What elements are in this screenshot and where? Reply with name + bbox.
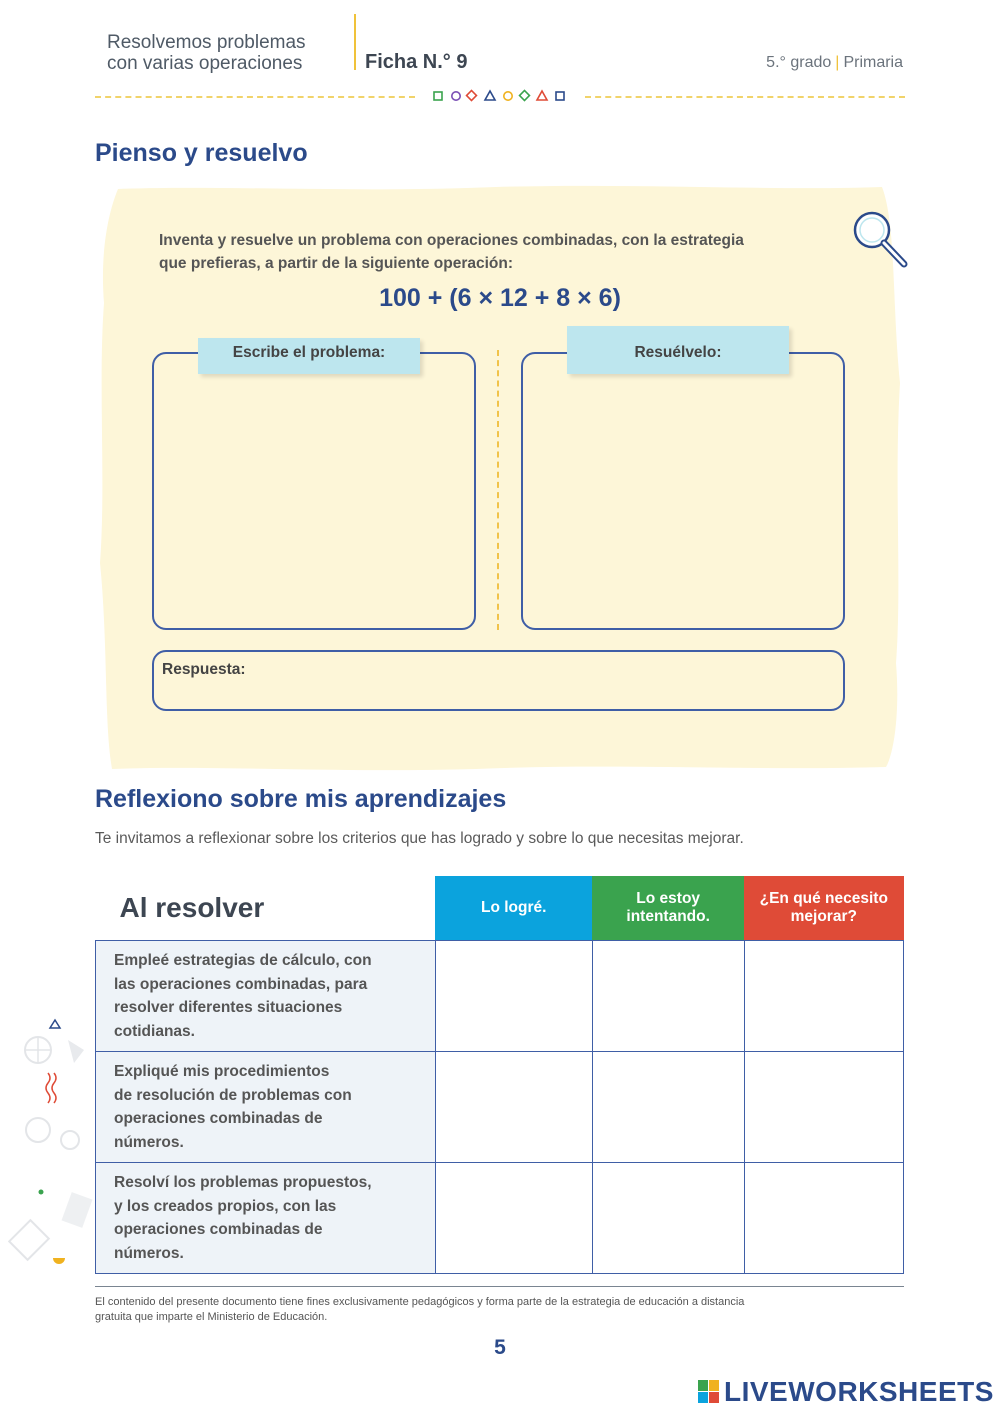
header-trying (592, 876, 744, 941)
cell-improve-1[interactable] (744, 941, 903, 1052)
cell-trying-2[interactable] (592, 1052, 744, 1163)
criterion-1 (96, 941, 436, 1052)
cell-trying-3[interactable] (592, 1163, 744, 1274)
criterion-line: operaciones combinadas de (114, 1110, 323, 1127)
level-text: Primaria (843, 54, 903, 71)
instruction-line1: Inventa y resuelve un problema con operaciones combinadas, con la estrategia (159, 232, 744, 249)
header-title (107, 32, 306, 74)
header-trying-line2: intentando. (626, 908, 710, 925)
criterion-line: Resolví los problemas propuestos, (114, 1174, 372, 1191)
header-title-line2: con varias operaciones (107, 53, 303, 74)
rubric-table (95, 876, 904, 1274)
footer-text-line1: El contenido del presente documento tiene fines exclusivamente pedagógicos y forma parte de la estrategia de educación a distancia (95, 1296, 745, 1308)
header-dashed-line-right (585, 96, 905, 98)
footer-divider (95, 1286, 904, 1287)
problem-tab-label: Escribe el problema: (232, 344, 386, 361)
criterion-line: Empleé estrategias de cálculo, con (114, 952, 372, 969)
table-row (96, 1163, 904, 1274)
page-number: 5 (494, 1336, 506, 1359)
header-title-line1: Resolvemos problemas (107, 32, 306, 53)
section-title-reflexiono: Reflexiono sobre mis aprendizajes (95, 785, 507, 813)
criterion-line: y los creados propios, con las (114, 1197, 337, 1215)
grade-label (766, 54, 903, 72)
cell-achieved-2[interactable] (435, 1052, 592, 1163)
decorative-doodles-icon (8, 1015, 93, 1275)
criterion-line: números. (114, 1244, 184, 1262)
grade-text: 5.° grado (766, 54, 832, 71)
cell-trying-1[interactable] (592, 941, 744, 1052)
decorative-shapes-icon (432, 88, 568, 104)
solution-box[interactable] (521, 352, 845, 630)
table-row (96, 941, 904, 1052)
instruction-text (159, 229, 849, 275)
header-improve (744, 876, 903, 941)
solution-tab (567, 326, 789, 374)
criterion-2 (96, 1052, 436, 1163)
header-dashed-line-left (95, 96, 415, 98)
footer-text (95, 1295, 895, 1325)
cell-improve-2[interactable] (744, 1052, 903, 1163)
criterion-line: resolver diferentes situaciones (114, 999, 343, 1016)
answer-label: Respuesta: (162, 661, 246, 678)
section2-intro: Te invitamos a reflexionar sobre los criterios que has logrado y sobre lo que necesitas mejorar. (95, 830, 744, 847)
liveworksheets-logo-icon (698, 1380, 720, 1404)
header-trying-line1: Lo estoy (636, 890, 701, 907)
operation-expression: 100 + (6 × 12 + 8 × 6) (379, 284, 621, 312)
cell-improve-3[interactable] (744, 1163, 903, 1274)
rubric-header-row (96, 876, 904, 941)
cell-achieved-3[interactable] (435, 1163, 592, 1274)
section-title-pienso: Pienso y resuelvo (95, 139, 308, 167)
footer-text-line2: gratuita que imparte el Ministerio de Educación. (95, 1311, 328, 1323)
problem-box[interactable] (152, 352, 476, 630)
criterion-line: de resolución de problemas con (114, 1086, 352, 1104)
liveworksheets-watermark[interactable]: LIVEWORKSHEETS (724, 1376, 994, 1407)
problem-tab (198, 338, 420, 374)
cell-achieved-1[interactable] (435, 941, 592, 1052)
criterion-line: Expliqué mis procedimientos (114, 1063, 330, 1080)
magnifier-icon (850, 208, 912, 272)
grade-separator: | (835, 54, 840, 71)
answer-box[interactable] (152, 650, 845, 711)
table-row (96, 1052, 904, 1163)
criterion-line: números. (114, 1133, 184, 1151)
criterion-line: las operaciones combinadas, para (114, 975, 368, 993)
rubric-lead: Al resolver (96, 876, 436, 941)
instruction-line2: que prefieras, a partir de la siguiente operación: (159, 255, 514, 272)
header-achieved (435, 876, 592, 941)
center-dashed-divider (497, 350, 499, 630)
header-divider (354, 14, 356, 70)
solution-tab-label: Resuélvelo: (634, 344, 722, 361)
criterion-line: cotidianas. (114, 1022, 195, 1040)
ficha-number: Ficha N.° 9 (365, 51, 468, 73)
header-achieved-label: Lo logré. (481, 899, 547, 916)
header-improve-line2: mejorar? (790, 908, 857, 925)
criterion-3 (96, 1163, 436, 1274)
criterion-line: operaciones combinadas de (114, 1221, 323, 1238)
header-improve-line1: ¿En qué necesito (759, 890, 888, 907)
